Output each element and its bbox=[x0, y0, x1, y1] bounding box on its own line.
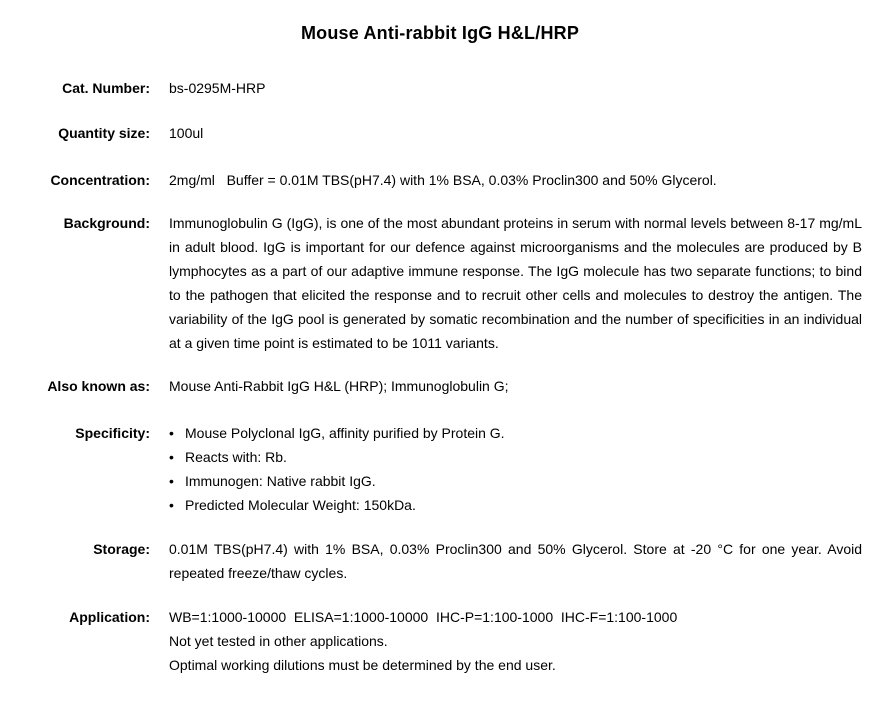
background-label: Background: bbox=[63, 215, 150, 231]
list-item bbox=[169, 469, 862, 493]
field-row-specificity bbox=[0, 421, 880, 517]
storage-value: 0.01M TBS(pH7.4) with 1% BSA, 0.03% Proclin300 and 50% Glycerol. Store at -20 °C for one year. Avoid repeated freeze/thaw cycles. bbox=[169, 541, 862, 581]
also-known-as-value: Mouse Anti-Rabbit IgG H&L (HRP); Immunoglobulin G; bbox=[169, 378, 509, 394]
application-label: Application: bbox=[69, 609, 150, 625]
field-row-concentration bbox=[0, 168, 880, 192]
application-lines bbox=[169, 605, 862, 677]
bullet-icon bbox=[169, 445, 185, 469]
application-dilutions-line: WB=1:1000-10000 ELISA=1:1000-10000 IHC-P=1:100-1000 IHC-F=1:100-1000 bbox=[169, 609, 678, 625]
specificity-bullet-text: Mouse Polyclonal IgG, affinity purified by Protein G. bbox=[185, 425, 505, 441]
storage-label: Storage: bbox=[93, 541, 150, 557]
field-row-quantity-size bbox=[0, 121, 880, 145]
specificity-label: Specificity: bbox=[75, 425, 150, 441]
bullet-icon bbox=[169, 421, 185, 445]
specificity-bullet-text: Immunogen: Native rabbit IgG. bbox=[185, 473, 376, 489]
list-item bbox=[169, 445, 862, 469]
field-row-background bbox=[0, 211, 880, 355]
page-title: Mouse Anti-rabbit IgG H&L/HRP bbox=[300, 23, 580, 43]
specificity-bullet-text: Reacts with: Rb. bbox=[185, 449, 287, 465]
application-note-line: Not yet tested in other applications. bbox=[169, 633, 388, 649]
also-known-as-label: Also known as: bbox=[47, 378, 150, 394]
concentration-value: 2mg/ml Buffer = 0.01M TBS(pH7.4) with 1% BSA, 0.03% Proclin300 and 50% Glycerol. bbox=[169, 172, 717, 188]
field-row-storage bbox=[0, 537, 880, 585]
cat-number-label: Cat. Number: bbox=[62, 80, 150, 96]
field-row-also-known-as bbox=[0, 374, 880, 398]
application-disclaimer-line: Optimal working dilutions must be determined by the end user. bbox=[169, 657, 556, 673]
list-item bbox=[169, 493, 862, 517]
quantity-size-label: Quantity size: bbox=[58, 125, 150, 141]
bullet-icon bbox=[169, 469, 185, 493]
specificity-bullet-text: Predicted Molecular Weight: 150kDa. bbox=[185, 497, 416, 513]
concentration-label: Concentration: bbox=[50, 172, 150, 188]
field-row-cat-number bbox=[0, 76, 880, 100]
background-value: Immunoglobulin G (IgG), is one of the most abundant proteins in serum with normal levels between 8-17 mg/mL in adult blood. IgG is important for our defence against microorganisms and the molecules are produced by B lymphocytes as a part of our adaptive immune response. The IgG molecule has two separate functions; to bind to the pathogen that elicited the response and to recruit other cells and molecules to destroy the antigen. The variability of the IgG pool is generated by somatic recombination and the number of specificities in an individual at a given time point is estimated to be 1011 variants. bbox=[169, 215, 862, 351]
cat-number-value: bs-0295M-HRP bbox=[169, 80, 266, 96]
list-item bbox=[169, 421, 862, 445]
quantity-size-value: 100ul bbox=[169, 125, 204, 141]
specificity-bullet-list bbox=[169, 421, 862, 517]
bullet-icon bbox=[169, 493, 185, 517]
field-row-application bbox=[0, 605, 880, 677]
